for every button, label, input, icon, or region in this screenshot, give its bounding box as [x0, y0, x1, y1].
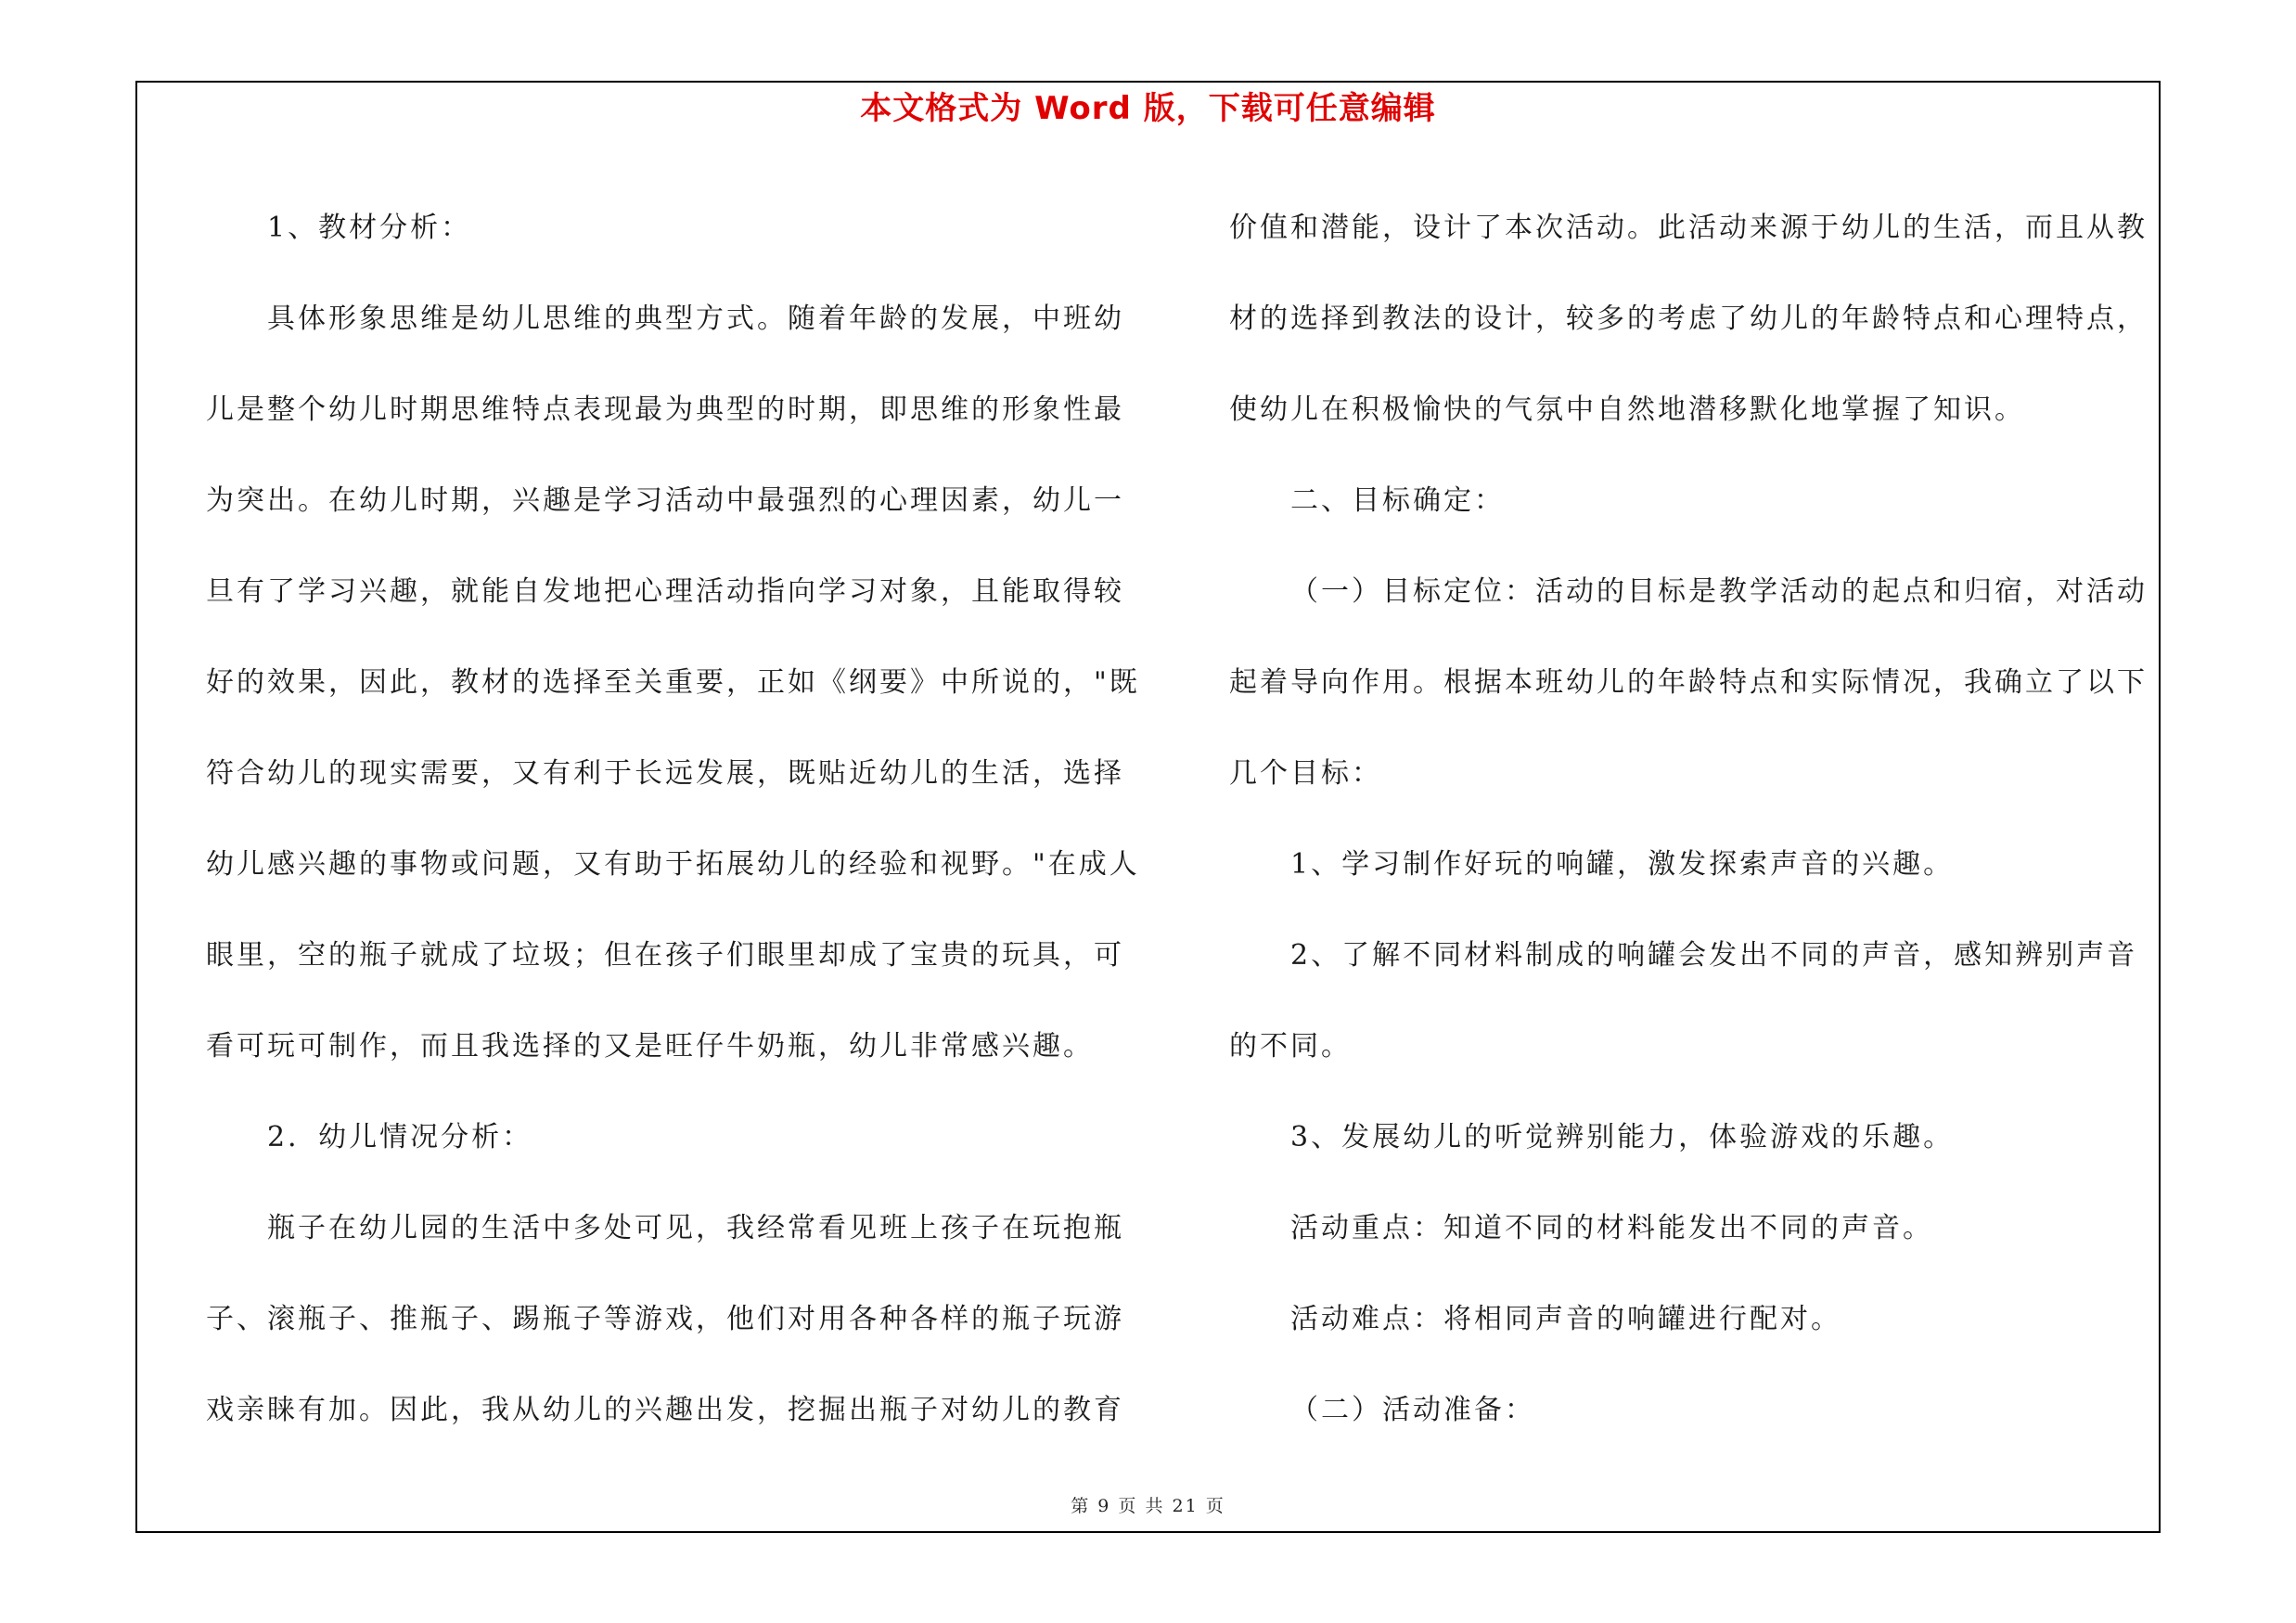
goal-item-2: 2、了解不同材料制成的响罐会发出不同的声音，感知辨别声音的不同。 — [1229, 939, 2138, 1063]
goal-item-3: 3、发展幼儿的听觉辨别能力，体验游戏的乐趣。 — [1290, 1121, 1955, 1153]
heading-child-analysis: 2．幼儿情况分析： — [267, 1121, 533, 1153]
right-text-column — [1229, 183, 2157, 1456]
left-text-column — [206, 183, 1152, 1456]
paragraph-textbook-analysis: 具体形象思维是幼儿思维的典型方式。随着年龄的发展，中班幼儿是整个幼儿时期思维特点表现最为典型的时期，即思维的形象性最为突出。在幼儿时期，兴趣是学习活动中最强烈的心理因素，幼儿一旦有了学习兴趣，就能自发地把心理活动指向学习对象，且能取得较好的效果，因此，教材的选择至关重要，正如《纲要》中所说的，"既符合幼儿的现实需要，又有利于长远发展，既贴近幼儿的生活，选择幼儿感兴趣的事物或问题，又有助于拓展幼儿的经验和视野。"在成人眼里，空的瓶子就成了垃圾；但在孩子们眼里却成了宝贵的玩具，可看可玩可制作，而且我选择的又是旺仔牛奶瓶，幼儿非常感兴趣。 — [206, 303, 1140, 1063]
paragraph-continued: 价值和潜能，设计了本次活动。此活动来源于幼儿的生活，而且从教材的选择到教法的设计，较多的考虑了幼儿的年龄特点和心理特点，使幼儿在积极愉快的气氛中自然地潜移默化地掌握了知识。 — [1229, 212, 2148, 426]
paragraph-child-analysis: 瓶子在幼儿园的生活中多处可见，我经常看见班上孩子在玩抱瓶子、滚瓶子、推瓶子、踢瓶子等游戏，他们对用各种各样的瓶子玩游戏亲睐有加。因此，我从幼儿的兴趣出发，挖掘出瓶子对幼儿的教育 — [206, 1212, 1124, 1426]
paragraph-goal-positioning: （一）目标定位：活动的目标是教学活动的起点和归宿，对活动起着导向作用。根据本班幼儿的年龄特点和实际情况，我确立了以下几个目标： — [1229, 575, 2148, 790]
heading-textbook-analysis: 1、教材分析： — [267, 212, 472, 244]
goal-item-1: 1、学习制作好玩的响罐，激发探索声音的兴趣。 — [1290, 848, 1955, 881]
word-format-banner: 本文格式为 Word 版，下载可任意编辑 — [860, 90, 1436, 127]
heading-activity-preparation: （二）活动准备： — [1290, 1394, 1535, 1426]
activity-difficulty: 活动难点：将相同声音的响罐进行配对。 — [1290, 1303, 1841, 1335]
page-number-footer: 第 9 页 共 21 页 — [1071, 1496, 1225, 1516]
heading-goal-setting: 二、目标确定： — [1290, 484, 1505, 517]
activity-key-point: 活动重点：知道不同的材料能发出不同的声音。 — [1290, 1212, 1933, 1244]
